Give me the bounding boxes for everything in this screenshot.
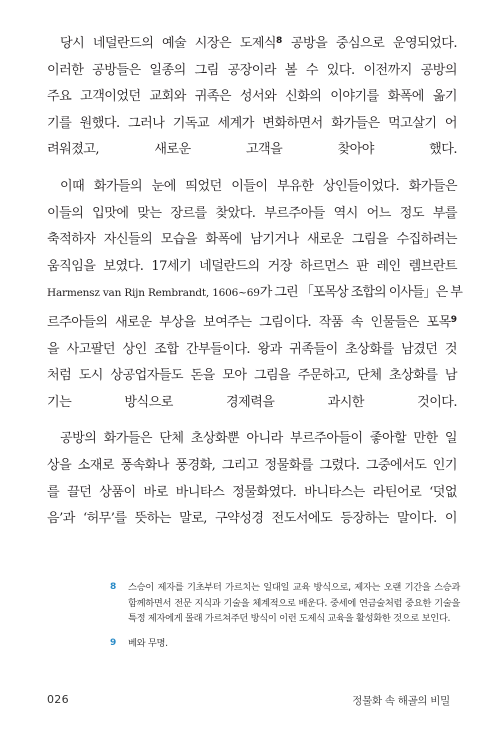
- text-line: [47, 280, 462, 307]
- footnote-ref: 8: [276, 36, 283, 46]
- page-number: 026: [47, 693, 69, 706]
- text-run: 이때 화가들의 눈에 띄었던 이들이 부유한 상인들이었다. 화가들은: [60, 178, 457, 194]
- footnote-number: 8: [110, 582, 116, 592]
- text-line: [47, 137, 457, 164]
- footnote: [110, 636, 460, 652]
- text-line: [47, 307, 457, 337]
- body-text: [47, 28, 462, 543]
- text-line: [47, 337, 457, 364]
- running-title: 정물화 속 해골의 비밀: [352, 695, 450, 707]
- text-run: 이들의 입맛에 맞는 장르를 찾았다. 부르주아들 역시 어느 정도 부를: [47, 205, 457, 221]
- text-run: 기를 원했다. 그러나 기독교 세계가 변화하면서 화가들은 먹고살기 어: [47, 115, 457, 131]
- text-line: [47, 111, 457, 138]
- text-run: 축적하자 자신들의 모습을 화폭에 남기거나 새로운 그림을 수집하려는: [47, 232, 457, 248]
- text-run: 음’과 ‘허무’를 뜻하는 말로, 구약성경 전도서에도 등장하는 말이다. 이: [47, 511, 457, 527]
- text-run: 당시 네덜란드의 예술 시장은 도제식: [60, 36, 277, 51]
- text-run: 공방의 화가들은 단체 초상화뿐 아니라 부르주아들이 좋아할 만한 일: [60, 431, 457, 447]
- footnote: [110, 580, 460, 627]
- text-run: 기는 방식으로 경제력을 과시한 것이다.: [47, 394, 457, 410]
- text-run: 을 사고팔던 상인 조합 간부들이다. 왕과 귀족들이 초상화를 남겼던 것: [47, 341, 457, 357]
- text-line: [47, 58, 457, 85]
- footnotes: [110, 580, 460, 660]
- text-line: [47, 84, 457, 111]
- text-line: [47, 453, 457, 480]
- text-line: [47, 506, 457, 533]
- text-line: [47, 426, 457, 453]
- text-line: [47, 28, 457, 58]
- text-run: 상을 소재로 풍속화나 풍경화, 그리고 정물화를 그렸다. 그중에서도 인기: [47, 457, 457, 473]
- body-paragraph: [47, 28, 457, 164]
- text-line: [47, 254, 457, 281]
- body-paragraph: [47, 426, 457, 532]
- latin-name: Harmensz van Rijn Rembrandt, 1606~69: [47, 287, 260, 300]
- text-run: 주요 고객이었던 교회와 귀족은 성서와 신화의 이야기를 화폭에 옮기: [47, 89, 457, 105]
- text-run: 움직임을 보였다. 17세기 네덜란드의 거장 하르먼스 판 레인 렘브란트: [47, 258, 457, 274]
- text-line: [47, 201, 457, 228]
- text-run: 처럼 도시 상공업자들도 돈을 모아 그림을 주문하고, 단체 초상화를 남: [47, 368, 457, 384]
- footnote-ref: 9: [450, 314, 457, 325]
- text-run: 려워졌고, 새로운 고객을 찾아야 했다.: [47, 142, 457, 158]
- text-run: 르주아들의 새로운 부상을 보여주는 그림이다. 작품 속 인물들은 포목: [47, 314, 451, 330]
- text-run: 를 끌던 상품이 바로 바니타스 정물화였다. 바니타스는 라틴어로 ‘덧없: [47, 484, 457, 500]
- text-run: 이러한 공방들은 일종의 그림 공장이라 볼 수 있다. 이전까지 공방의: [47, 62, 457, 78]
- text-line: [47, 174, 457, 201]
- text-run: 공방을 중심으로 운영되었다.: [282, 36, 457, 51]
- footnote-text: 스승이 제자를 기초부터 가르치는 일대일 교육 방식으로, 제자는 오랜 기간을 스승과 함께하면서 전문 지식과 기술을 체계적으로 배운다. 중세에 연금술처럼 중요한 기술을 특정 제자에게 몰래 가르쳐주던 방식이 이런 도제식 교육을 활성화한 것으로 보인다.: [128, 582, 460, 625]
- text-line: [47, 480, 457, 507]
- body-paragraph: [47, 174, 462, 416]
- footnote-number: 9: [110, 637, 116, 648]
- text-line: [47, 390, 457, 417]
- footnote-text: 베와 무명.: [128, 637, 168, 649]
- text-line: [47, 227, 457, 254]
- text-run: 가 그린 「포목상 조합의 이사들」은 부: [259, 285, 462, 301]
- text-line: [47, 363, 457, 390]
